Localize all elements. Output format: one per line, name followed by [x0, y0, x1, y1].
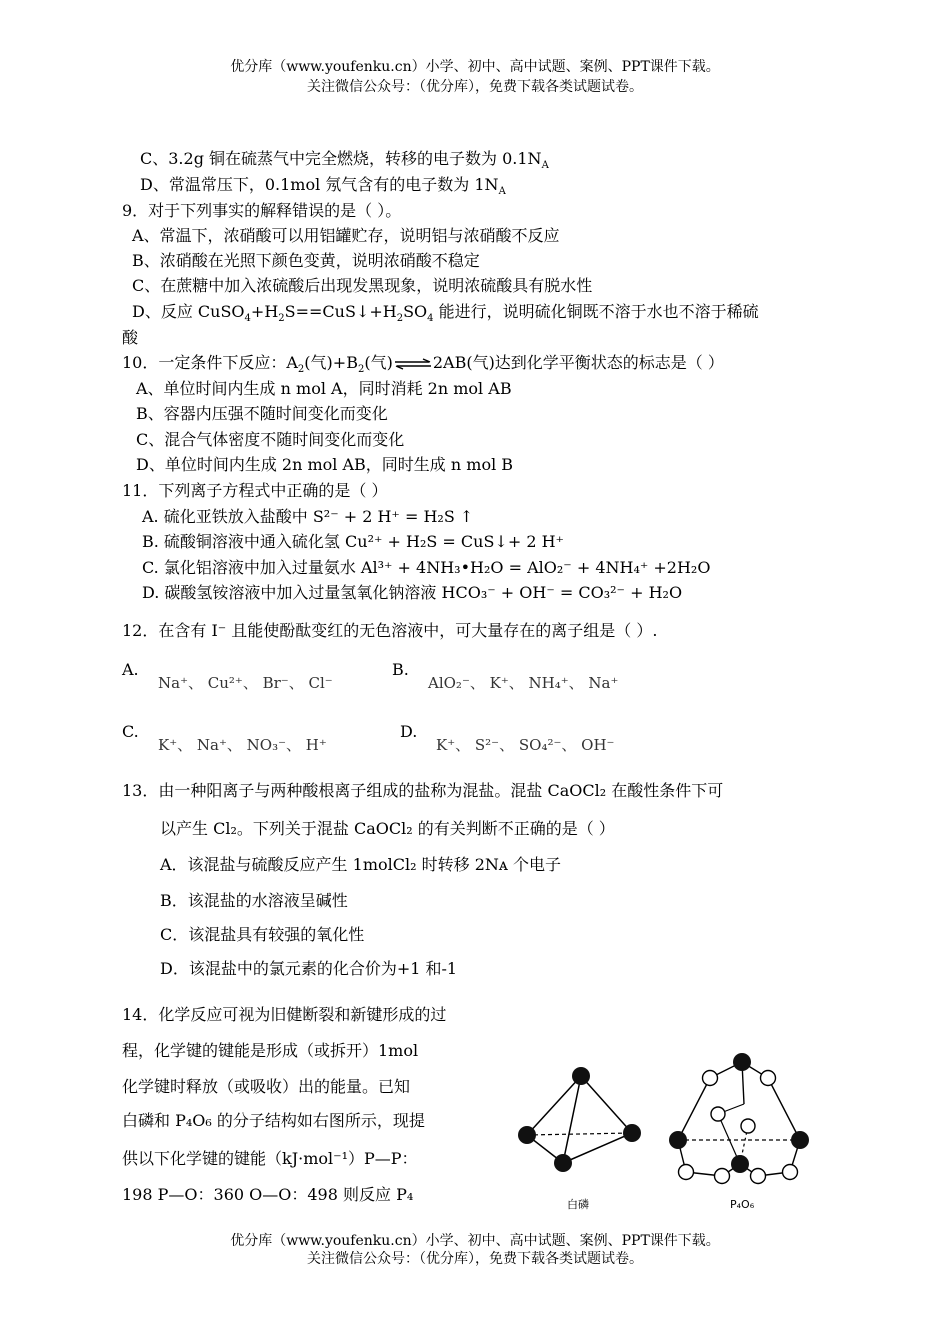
q9-stem: 9．对于下列事实的解释错误的是（ ）。: [122, 201, 402, 220]
q12-option-b-label: B.: [392, 660, 409, 679]
white-phosphorus-caption: 白磷: [567, 1198, 589, 1211]
q10-option-d: D、单位时间内生成 2n mol AB，同时生成 n mol B: [136, 455, 514, 474]
q9-option-d-end: 酸: [122, 328, 139, 347]
q14-line-2: 程，化学键的键能是形成（或拆开）1mol: [122, 1041, 419, 1060]
q13-stem-1: 13．由一种阳离子与两种酸根离子组成的盐称为混盐。混盐 CaOCl₂ 在酸性条件下可: [122, 781, 724, 800]
q13-stem-2: 以产生 Cl₂。下列关于混盐 CaOCl₂ 的有关判断不正确的是（ ）: [160, 819, 615, 838]
equilibrium-arrow-icon: [393, 358, 433, 370]
q12-option-d-label: D.: [400, 722, 418, 741]
q9-option-c: C、在蔗糖中加入浓硫酸后出现发黑现象，说明浓硫酸具有脱水性: [132, 276, 593, 295]
q12-option-a-label: A.: [122, 660, 139, 679]
q9-option-a: A、常温下，浓硝酸可以用铝罐贮存，说明铝与浓硝酸不反应: [132, 226, 560, 245]
header-line-1: 优分库（www.youfenku.cn）小学、初中、高中试题、案例、PPT课件下载。: [230, 59, 720, 75]
q11-option-a: A. 硫化亚铁放入盐酸中 S²⁻ + 2 H⁺ = H₂S ↑: [142, 507, 474, 526]
q14-line-1: 14．化学反应可视为旧健断裂和新键形成的过: [122, 1005, 447, 1024]
footer-line-1: 优分库（www.youfenku.cn）小学、初中、高中试题、案例、PPT课件下载。: [230, 1233, 720, 1249]
q11-option-b: B. 硫酸铜溶液中通入硫化氢 Cu²⁺ + H₂S = CuS↓+ 2 H⁺: [142, 532, 564, 551]
q14-line-6: 198 P—O：360 O—O：498 则反应 P₄: [122, 1185, 414, 1204]
q12-option-c-label: C.: [122, 722, 139, 741]
q13-option-d: D．该混盐中的氯元素的化合价为+1 和-1: [160, 959, 458, 978]
q14-line-5: 供以下化学键的键能（kJ·mol⁻¹）P—P：: [122, 1149, 418, 1168]
q10-stem: 10．一定条件下反应：$A_2$(气)$+B_2$(气) 2AB(气)达到化学平衡状态的标志是（ ）: [122, 353, 724, 376]
q12-option-d-ions: K⁺、 S²⁻、 SO₄²⁻、 OH⁻: [436, 736, 615, 754]
q14-line-4: 白磷和 P₄O₆ 的分子结构如右图所示，现提: [122, 1111, 425, 1130]
white-phosphorus-structure-figure: [515, 1060, 645, 1215]
q12-option-b-ions: AlO₂⁻、 K⁺、 NH₄⁺、 Na⁺: [428, 674, 619, 692]
q13-option-b: B．该混盐的水溶液呈碱性: [160, 891, 348, 910]
q10-option-b: B、容器内压强不随时间变化而变化: [136, 404, 388, 423]
q11-option-c: C. 氯化铝溶液中加入过量氨水 Al³⁺ + 4NH₃•H₂O = AlO₂⁻ + 4NH₄⁺ +2H₂O: [142, 558, 711, 577]
q12-stem: 12．在含有 I⁻ 且能使酚酞变红的无色溶液中，可大量存在的离子组是（ ）.: [122, 621, 658, 640]
q9-option-b: B、浓硝酸在光照下颜色变黄，说明浓硝酸不稳定: [132, 251, 480, 270]
footer-line-2: 关注微信公众号：（优分库），免费下载各类试题试卷。: [307, 1251, 643, 1267]
q13-option-c: C．该混盐具有较强的氧化性: [160, 925, 365, 944]
q8-option-c: C、3.2g 铜在硫蒸气中完全燃烧，转移的电子数为 $0.1N_A$: [140, 149, 549, 172]
header-line-2: 关注微信公众号：（优分库），免费下载各类试题试卷。: [307, 79, 643, 95]
q12-option-c-ions: K⁺、 Na⁺、 NO₃⁻、 H⁺: [158, 736, 327, 754]
q10-option-a: A、单位时间内生成 n mol A，同时消耗 2n mol AB: [136, 379, 512, 398]
q8-option-d: D、常温常压下，0.1mol 氖气含有的电子数为 $1N_A$: [140, 175, 506, 198]
q11-stem: 11．下列离子方程式中正确的是（ ）: [122, 481, 388, 500]
q14-line-3: 化学键时释放（或吸收）出的能量。已知: [122, 1077, 411, 1096]
q11-option-d: D. 碳酸氢铵溶液中加入过量氢氧化钠溶液 HCO₃⁻ + OH⁻ = CO₃²⁻ + H₂O: [142, 583, 683, 602]
q10-option-c: C、混合气体密度不随时间变化而变化: [136, 430, 405, 449]
q13-option-a: A．该混盐与硫酸反应产生 1molCl₂ 时转移 2Nᴀ 个电子: [160, 855, 561, 874]
p4o6-structure-figure: [660, 1040, 820, 1215]
q9-option-d: D、反应 $CuSO_4+H_2S==CuS↓+H_2SO_4$ 能进行，说明硫化铜既不溶于水也不溶于稀硫: [132, 302, 759, 325]
q12-option-a-ions: Na⁺、 Cu²⁺、 Br⁻、 Cl⁻: [158, 674, 333, 692]
p4o6-caption: P₄O₆: [730, 1198, 755, 1211]
